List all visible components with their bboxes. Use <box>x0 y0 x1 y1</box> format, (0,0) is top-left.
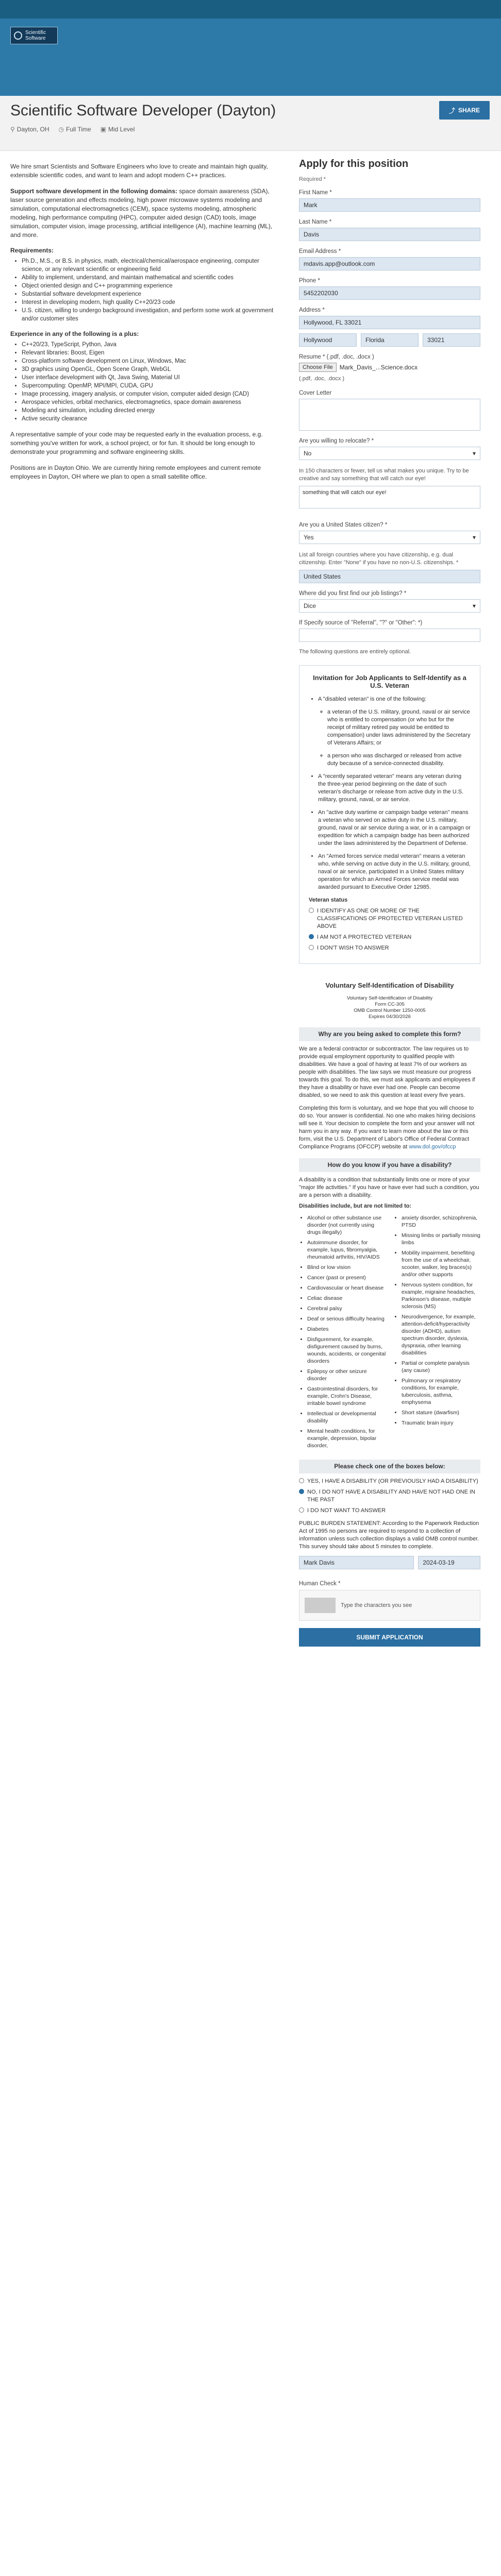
list-item: • Aerospace vehicles, orbital mechanics, electromagnetics, space domain awareness <box>22 398 276 406</box>
location-pin-icon: ⚲ <box>10 126 15 133</box>
radio-icon <box>309 908 314 913</box>
veteran-option-text: I DON'T WISH TO ANSWER <box>317 945 389 951</box>
job-location-text: Dayton, OH <box>16 126 49 133</box>
signature-name-input[interactable]: Mark Davis <box>299 1556 414 1569</box>
choose-file-button[interactable]: Choose File <box>299 363 337 372</box>
veteran-item: • An "active duty wartime or campaign badge veteran" means a veteran who served on active duty in the U.S. military, ground, naval or air service during a war, or in a campaign or expedition for which a campaign badge has been authorized under the laws administered by the Department of Defense. <box>318 809 471 848</box>
why-heading: Why are you being asked to complete this form? <box>299 1027 480 1041</box>
captcha-label: Human Check * <box>299 1581 341 1587</box>
job-level <box>101 126 135 133</box>
list-item: • Ph.D., M.S., or B.S. in physics, math, electrical/chemical/aerospace engineering, computer science, or any relevant scientific or engineering field <box>22 257 276 274</box>
file-name: Mark_Davis_...Science.docx <box>339 364 418 371</box>
list-item: • Ability to implement, understand, and maintain mathematical and scientific codes <box>22 274 276 282</box>
domains-paragraph <box>10 187 276 240</box>
list-item: • Celiac disease <box>307 1295 386 1302</box>
ofccp-link[interactable]: www.dol.gov/ofccp <box>409 1144 456 1150</box>
source-value: Dice <box>304 602 316 609</box>
why-paragraph-1: We are a federal contractor or subcontractor. The law requires us to provide equal employment opportunity to qualified people with disabilities. We have a goal of having at least 7% of our workers as people with disabilities. The law says we must measure our progress towards this goal. To do this, we must ask applicants and employees if they have a disability or have ever had one. People can become disabled, so we need to ask this question at least every five years. <box>299 1046 475 1098</box>
disability-option-text: NO, I DO NOT HAVE A DISABILITY AND HAVE NOT HAD ONE IN THE PAST <box>307 1489 476 1503</box>
list-item: • Substantial software development experience <box>22 290 276 298</box>
citizen-value: Yes <box>304 534 314 541</box>
disability-section <box>299 973 480 1569</box>
disability-option-yes[interactable] <box>299 1478 480 1485</box>
veteran-option-not-protected[interactable] <box>309 934 471 941</box>
list-item: • Diabetes <box>307 1326 386 1333</box>
list-item: • 3D graphics using OpenGL, Open Scene Graph, WebGL <box>22 365 276 374</box>
required-note: Required * <box>299 176 326 182</box>
intro-text: We hire smart Scientists and Software Engineers who love to create and maintain high quality, extensible scientific codes, and want to learn and adopt modern C++ practices. <box>10 163 268 179</box>
job-meta <box>10 126 135 133</box>
unique-help: In 150 characters or fewer, tell us what makes you unique. Try to be creative and say something that will catch our eye! <box>299 468 469 482</box>
job-description <box>0 151 289 1647</box>
list-item: • Mobility impairment, benefiting from the use of a wheelchair, scooter, walker, leg braces(s) and/or other supports <box>402 1249 480 1278</box>
captcha-hint: Type the characters you see <box>341 1602 412 1608</box>
citizen-label: Are you a United States citizen? * <box>299 522 388 528</box>
relocate-label: Are you willing to relocate? * <box>299 438 374 444</box>
citizen-select[interactable] <box>299 531 480 544</box>
job-level-text: Mid Level <box>108 126 135 133</box>
relocate-select[interactable] <box>299 447 480 460</box>
disability-option-text: YES, I HAVE A DISABILITY (OR PREVIOUSLY HAD A DISABILITY) <box>307 1478 478 1484</box>
logo-line-1: Scientific <box>25 30 46 36</box>
cc305-title: Voluntary Self-Identification of Disability <box>346 995 433 1001</box>
how-heading: How do you know if you have a disability? <box>299 1158 480 1172</box>
source-select[interactable] <box>299 599 480 613</box>
cc305-omb: OMB Control Number 1250-0005 <box>354 1008 426 1013</box>
list-item: • Interest in developing modern, high quality C++20/23 code <box>22 298 276 307</box>
share-button[interactable] <box>439 101 490 120</box>
referral-input[interactable] <box>299 629 480 642</box>
cover-letter-input[interactable] <box>299 399 480 431</box>
list-item: • Modeling and simulation, including directed energy <box>22 406 276 415</box>
list-item: • Cancer (past or present) <box>307 1274 386 1281</box>
relocate-value: No <box>304 450 312 457</box>
captcha-image-icon <box>305 1598 336 1613</box>
logo-mark-icon <box>14 31 22 40</box>
veteran-item <box>318 696 471 768</box>
veteran-status-label: Veteran status <box>309 897 348 903</box>
veteran-item-1: A "disabled veteran" is one of the following: <box>318 696 427 702</box>
application-form <box>289 151 501 1647</box>
radio-icon <box>299 1507 304 1513</box>
disability-option-no-answer[interactable] <box>299 1507 480 1515</box>
list-item: • Nervous system condition, for example, migraine headaches, Parkinson's disease, multiple sclerosis (MS) <box>402 1281 480 1310</box>
job-title-bar <box>0 96 501 151</box>
list-item: • Cardiovascular or heart disease <box>307 1284 386 1292</box>
clock-icon: ◷ <box>58 126 64 133</box>
list-item: • Epilepsy or other seizure disorder <box>307 1368 386 1382</box>
positions-text: Positions are in Dayton Ohio. We are currently hiring remote employees and current remote employees in Dayton, OH where we plan to open a small satellite office. <box>10 464 261 480</box>
unique-input[interactable] <box>299 486 480 509</box>
veteran-option-identify[interactable] <box>309 907 471 930</box>
list-item: • Active security clearance <box>22 415 276 423</box>
requirements-list <box>10 257 276 323</box>
list-item: • Cross-platform software development on Linux, Windows, Mac <box>22 357 276 365</box>
radio-icon <box>309 945 314 950</box>
disability-option-text: I DO NOT WANT TO ANSWER <box>307 1507 386 1514</box>
list-item: • Image processing, imagery analysis, or computer vision, computer aided design (CAD) <box>22 390 276 398</box>
share-icon: ⤴ <box>448 107 455 114</box>
code-sample-text: A representative sample of your code may be requested early in the evaluation process, e.g. something you've written for work, a school project, or for fun. It should be long enough to demonstrate your programming and software engineering skills. <box>10 431 263 455</box>
experience-list <box>10 341 276 423</box>
last-name-label: Last Name * <box>299 219 332 225</box>
list-item: • Mental health conditions, for example, depression, bipolar disorder, <box>307 1428 386 1449</box>
referral-label: If Specify source of "Referral", "?" or "Other": *) <box>299 620 423 626</box>
source-label: Where did you first find our job listings? * <box>299 590 407 597</box>
list-item: • Gastrointestinal disorders, for example, Crohn's Disease, irritable bowel syndrome <box>307 1385 386 1407</box>
list-item: • Cerebral palsy <box>307 1305 386 1312</box>
briefcase-icon: ▣ <box>100 126 107 133</box>
check-heading: Please check one of the boxes below: <box>299 1460 480 1473</box>
burden-statement: PUBLIC BURDEN STATEMENT: According to the Paperwork Reduction Act of 1995 no persons are required to respond to a collection of information unless such collection displays a valid OMB control number. This survey should take about 5 minutes to complete. <box>299 1520 479 1550</box>
job-title: Scientific Software Developer (Dayton) <box>10 102 276 119</box>
cc305-form-no: Form CC-305 <box>375 1002 405 1007</box>
veteran-option-no-answer[interactable] <box>309 944 471 952</box>
email-input[interactable]: mdavis.app@outlook.com <box>299 257 480 270</box>
list-item: • Object oriented design and C++ programming experience <box>22 282 276 290</box>
list-item: • Supercomputing: OpenMP, MPI/MPI, CUDA, GPU <box>22 382 276 390</box>
veteran-item: • A "recently separated veteran" means any veteran during the three-year period beginning on the date of such veteran's discharge or release from active duty in the U.S. military, ground, naval, or air service. <box>318 773 471 804</box>
list-item: • Autoimmune disorder, for example, lupus, fibromyalgia, rheumatoid arthritis, HIV/AIDS <box>307 1239 386 1261</box>
address-label: Address * <box>299 307 325 313</box>
share-label: SHARE <box>458 107 480 114</box>
cover-letter-label: Cover Letter <box>299 390 332 396</box>
job-type <box>59 126 91 133</box>
city-input[interactable]: Hollywood <box>299 333 357 347</box>
list-item: • C++20/23, TypeScript, Python, Java <box>22 341 276 349</box>
chevron-down-icon: ▾ <box>472 534 476 541</box>
disability-list-right <box>393 1214 480 1452</box>
countries-input[interactable]: United States <box>299 570 480 583</box>
list-item: • Partial or complete paralysis (any cause) <box>402 1360 480 1374</box>
domains-text: space domain awareness (SDA), laser source generation and effects modeling, high power microwave systems modeling and simulation, computational electromagnetics (CEM), space systems modeling, atmospheric modeling, high performance computing (HPC), computer aided design (CAD) tools, image simulation, computer vision, image processing, artificial intelligence (AI), machine learning (ML), and more. <box>10 188 273 239</box>
cc305-expires: Expires 04/30/2026 <box>369 1014 411 1020</box>
veteran-option-text: I IDENTIFY AS ONE OR MORE OF THE CLASSIFICATIONS OF PROTECTED VETERAN LISTED ABOVE <box>317 908 463 929</box>
optional-note: The following questions are entirely optional. <box>299 649 411 655</box>
list-item: • Traumatic brain injury <box>402 1419 480 1427</box>
first-name-label: First Name * <box>299 190 332 196</box>
list-item: • anxiety disorder, schizophrenia, PTSD <box>402 1214 480 1229</box>
signature-date-input[interactable]: 2024-03-19 <box>418 1556 480 1569</box>
list-item: • Blind or low vision <box>307 1264 386 1271</box>
phone-input[interactable]: 5452202030 <box>299 286 480 300</box>
requirements-heading: Requirements: <box>10 247 54 254</box>
unique-value: something that will catch our eye! <box>303 489 387 496</box>
zip-input[interactable]: 33021 <box>423 333 480 347</box>
domains-heading: Support software development in the following domains: <box>10 188 178 195</box>
company-logo[interactable] <box>10 27 58 44</box>
veteran-subitem: ◦ a veteran of the U.S. military, ground, naval or air service who is entitled to compensation (or who but for the receipt of military retired pay would be entitled to compensation) under laws administered by the Secretary of Veterans Affairs; or <box>327 708 471 747</box>
list-item: • Pulmonary or respiratory conditions, for example, tuberculosis, asthma, emphysema <box>402 1377 480 1406</box>
list-item: • Intellectual or developmental disability <box>307 1410 386 1425</box>
submit-application-button[interactable]: SUBMIT APPLICATION <box>299 1628 480 1647</box>
list-item: • Disfigurement, for example, disfigurement caused by burns, wounds, accidents, or congenital disorders <box>307 1336 386 1365</box>
how-paragraph: A disability is a condition that substantially limits one or more of your "major life activities." If you have or have ever had such a condition, you are a person with a disability. <box>299 1177 479 1198</box>
hero-banner <box>0 19 501 96</box>
file-types: (.pdf, .doc, .docx ) <box>299 376 345 382</box>
radio-selected-icon <box>299 1489 304 1494</box>
radio-icon <box>299 1478 304 1483</box>
first-name-input[interactable]: Mark <box>299 198 480 212</box>
list-item: • Deaf or serious difficulty hearing <box>307 1315 386 1323</box>
list-item: • Short stature (dwarfism) <box>402 1409 480 1416</box>
include-heading: Disabilities include, but are not limited to: <box>299 1203 412 1209</box>
job-location <box>10 126 49 133</box>
address-input[interactable]: Hollywood, FL 33021 <box>299 316 480 329</box>
state-input[interactable]: Florida <box>361 333 419 347</box>
email-label: Email Address * <box>299 248 341 255</box>
disability-list-left <box>299 1214 386 1452</box>
form-heading: Apply for this position <box>299 158 409 170</box>
chevron-down-icon: ▾ <box>472 602 476 609</box>
logo-line-2: Software <box>25 36 46 41</box>
top-bar <box>0 0 501 19</box>
radio-selected-icon <box>309 934 314 939</box>
countries-label: List all foreign countries where you have citizenship, e.g. dual citizenship. Enter "None" if you have no non-U.S. citizenships. * <box>299 552 459 566</box>
list-item: • Relevant libraries: Boost, Eigen <box>22 349 276 357</box>
resume-label: Resume * (.pdf, .doc, .docx ) <box>299 354 374 360</box>
list-item: • U.S. citizen, willing to undergo background investigation, and perform some work at government and/or customer sites <box>22 307 276 323</box>
phone-label: Phone * <box>299 278 320 284</box>
list-item: • Alcohol or other substance use disorder (not currently using drugs illegally) <box>307 1214 386 1236</box>
list-item: • User interface development with Qt, Java Swing, Material UI <box>22 374 276 382</box>
captcha-widget[interactable] <box>299 1590 480 1621</box>
list-item: • Missing limbs or partially missing limbs <box>402 1232 480 1246</box>
veteran-subitem: ◦ a person who was discharged or released from active duty because of a service-connected disability. <box>327 752 471 768</box>
veteran-option-text: I AM NOT A PROTECTED VETERAN <box>317 934 412 940</box>
why-paragraph-2: Completing this form is voluntary, and we hope that you will choose to do so. Your answer is confidential. No one who makes hiring decisions will see it. Your decision to complete the form and your answer will not harm you in any way. If you want to learn more about the law or this form, visit the U.S. Department of Labor's Office of Federal Contract Compliance Programs (OFCCP) website at <box>299 1105 476 1150</box>
job-type-text: Full Time <box>65 126 91 133</box>
chevron-down-icon: ▾ <box>472 450 476 457</box>
veteran-item: • An "Armed forces service medal veteran" means a veteran who, while serving on active duty in the U.S. military, ground, naval or air service, participated in a United States military operation for which an Armed Forces service medal was awarded pursuant to Executive Order 12985. <box>318 853 471 891</box>
last-name-input[interactable]: Davis <box>299 228 480 241</box>
disability-option-no[interactable] <box>299 1488 480 1504</box>
experience-heading: Experience in any of the following is a plus: <box>10 330 139 337</box>
veteran-heading: Invitation for Job Applicants to Self-Identify as a U.S. Veteran <box>313 674 466 689</box>
disability-heading: Voluntary Self-Identification of Disability <box>325 981 454 989</box>
list-item: • Neurodivergence, for example, attention-deficit/hyperactivity disorder (ADHD), autism spectrum disorder, dyslexia, dyspraxia, other learning disabilities <box>402 1313 480 1357</box>
veteran-section <box>299 665 480 964</box>
